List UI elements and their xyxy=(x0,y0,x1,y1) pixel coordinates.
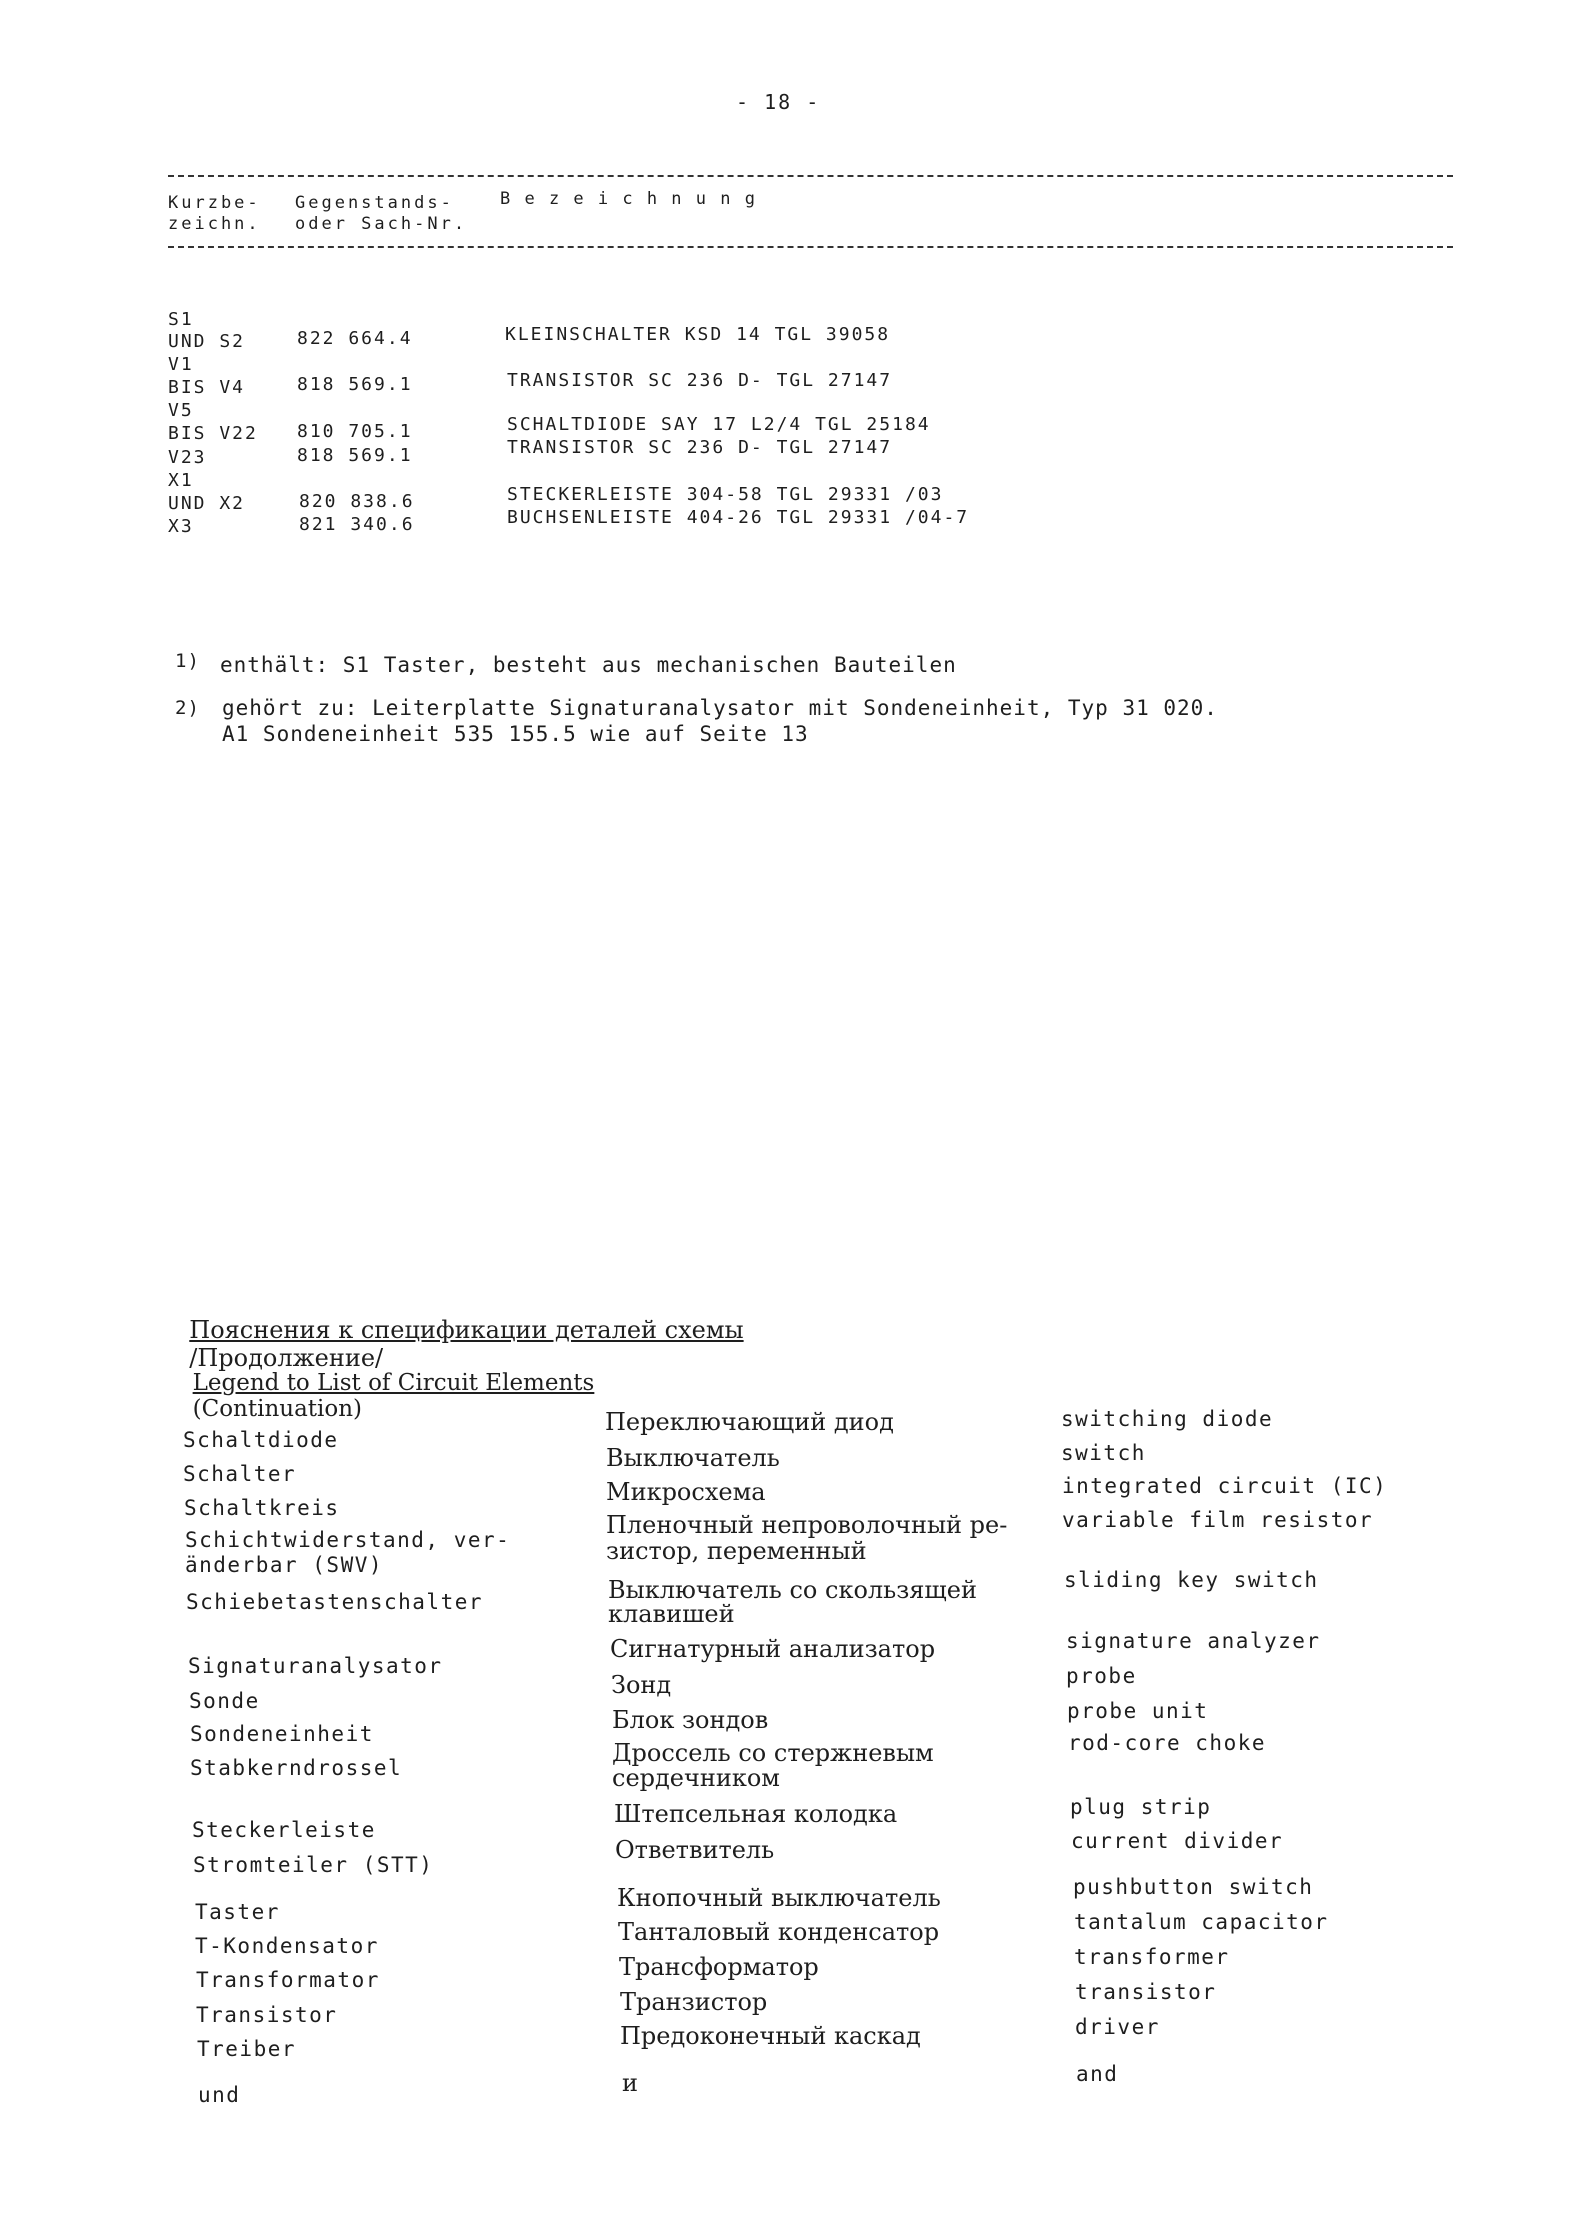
legend-ru: Микросхема xyxy=(606,1478,766,1506)
legend-de: Schalter xyxy=(183,1462,297,1486)
header-col2-line1: Gegenstands- xyxy=(295,193,454,213)
footnote-2-mark: 2) xyxy=(175,697,200,719)
row-number: 810 705.1 xyxy=(297,421,413,442)
header-col2-line2: oder Sach-Nr. xyxy=(295,214,468,234)
legend-ru: Сигнатурный анализатор xyxy=(610,1635,936,1663)
legend-de: Sonde xyxy=(189,1689,260,1713)
legend-de: Treiber xyxy=(197,2037,297,2061)
legend-en: driver xyxy=(1075,2015,1160,2039)
row-description: SCHALTDIODE SAY 17 L2/4 TGL 25184 xyxy=(507,414,931,435)
legend-title-en-suffix: (Continuation) xyxy=(192,1396,363,1422)
row-ref: UND S2 xyxy=(168,331,246,352)
legend-ru: и xyxy=(622,2069,638,2097)
row-ref: V5 xyxy=(168,400,194,421)
legend-de: Stabkerndrossel xyxy=(190,1756,403,1780)
legend-de: Transformator xyxy=(196,1968,380,1992)
legend-en: transistor xyxy=(1075,1980,1217,2004)
legend-de: Schichtwiderstand, ver- xyxy=(185,1528,511,1552)
legend-de: Transistor xyxy=(196,2003,338,2027)
row-ref: BIS V4 xyxy=(168,377,246,398)
legend-ru: Транзистор xyxy=(620,1988,768,2016)
legend-en: plug strip xyxy=(1070,1795,1212,1819)
legend-ru: Выключатель xyxy=(606,1444,780,1472)
header-col1-line2: zeichn. xyxy=(168,214,261,234)
legend-ru: Трансформатор xyxy=(619,1953,819,1981)
legend-en: pushbutton switch xyxy=(1073,1875,1314,1899)
footnote-2-line1: gehört zu: Leiterplatte Signaturanalysator mit Sondeneinheit, Typ 31 020. xyxy=(222,696,1218,720)
legend-ru: Предоконечный каскад xyxy=(620,2022,921,2050)
footnote-1-mark: 1) xyxy=(175,650,200,672)
page-number: - 18 - xyxy=(736,90,821,114)
row-description: TRANSISTOR SC 236 D- TGL 27147 xyxy=(507,437,893,458)
legend-de: Steckerleiste xyxy=(192,1818,376,1842)
legend-en: variable film resistor xyxy=(1062,1508,1374,1532)
row-number: 822 664.4 xyxy=(297,328,413,349)
legend-ru: Зонд xyxy=(611,1671,672,1699)
legend-title-ru-suffix: /Продолжение/ xyxy=(189,1344,384,1372)
legend-ru: Пленочный непроволочный ре- xyxy=(606,1511,1008,1539)
legend-en: integrated circuit (IC) xyxy=(1062,1474,1388,1498)
legend-ru: Переключающий диод xyxy=(605,1408,894,1436)
table-header-rule xyxy=(168,246,1453,248)
row-ref: BIS V22 xyxy=(168,423,258,444)
legend-de: Sondeneinheit xyxy=(190,1722,374,1746)
row-ref: X1 xyxy=(168,470,194,491)
legend-en: signature analyzer xyxy=(1066,1629,1321,1653)
row-ref: V1 xyxy=(168,354,194,375)
row-ref: S1 xyxy=(168,309,194,330)
legend-ru: Дроссель со стержневым xyxy=(612,1739,934,1767)
legend-de: Schaltdiode xyxy=(183,1428,339,1452)
legend-en: sliding key switch xyxy=(1064,1568,1319,1592)
legend-en: probe unit xyxy=(1067,1699,1209,1723)
legend-ru: зистор, переменный xyxy=(606,1537,867,1565)
row-ref: X3 xyxy=(168,516,194,537)
row-description: TRANSISTOR SC 236 D- TGL 27147 xyxy=(507,370,893,391)
row-number: 818 569.1 xyxy=(297,374,413,395)
row-number: 820 838.6 xyxy=(299,491,415,512)
legend-de: und xyxy=(198,2083,241,2107)
legend-ru: сердечником xyxy=(612,1764,780,1792)
legend-de: änderbar (SWV) xyxy=(185,1553,384,1577)
footnote-2-line2: A1 Sondeneinheit 535 155.5 wie auf Seite 13 xyxy=(222,722,809,746)
legend-en: transformer xyxy=(1074,1945,1230,1969)
legend-en: rod-core choke xyxy=(1068,1731,1267,1755)
row-description: BUCHSENLEISTE 404-26 TGL 29331 /04-7 xyxy=(507,507,970,528)
legend-en: switch xyxy=(1061,1441,1146,1465)
legend-de: T-Kondensator xyxy=(195,1934,379,1958)
legend-de: Stromteiler (STT) xyxy=(193,1853,434,1877)
legend-ru: Выключатель со скользящей xyxy=(608,1576,977,1604)
row-description: STECKERLEISTE 304-58 TGL 29331 /03 xyxy=(507,484,944,505)
table-top-rule xyxy=(168,175,1453,177)
row-ref: UND X2 xyxy=(168,493,246,514)
legend-en: tantalum capacitor xyxy=(1074,1910,1329,1934)
header-col1-line1: Kurzbe- xyxy=(168,193,261,213)
legend-ru: Ответвитель xyxy=(615,1836,775,1864)
header-col3: B e z e i c h n u n g xyxy=(500,189,757,209)
legend-en: probe xyxy=(1066,1664,1137,1688)
legend-en: current divider xyxy=(1071,1829,1284,1853)
legend-de: Signaturanalysator xyxy=(188,1654,443,1678)
row-number: 821 340.6 xyxy=(299,514,415,535)
legend-ru: Штепсельная колодка xyxy=(614,1800,898,1828)
legend-de: Schaltkreis xyxy=(184,1496,340,1520)
legend-de: Taster xyxy=(195,1900,280,1924)
legend-ru: Танталовый конденсатор xyxy=(618,1918,940,1946)
legend-en: and xyxy=(1076,2062,1119,2086)
legend-en: switching diode xyxy=(1061,1407,1274,1431)
legend-title-en-main: Legend to List of Circuit Elements xyxy=(192,1370,595,1396)
legend-ru: Кнопочный выключатель xyxy=(617,1884,941,1912)
row-number: 818 569.1 xyxy=(297,445,413,466)
footnote-1-text: enthält: S1 Taster, besteht aus mechanischen Bauteilen xyxy=(220,653,957,677)
legend-title-ru-main: Пояснения к спецификации деталей схемы xyxy=(189,1316,744,1344)
legend-title-en xyxy=(178,1344,594,1422)
row-description: KLEINSCHALTER KSD 14 TGL 39058 xyxy=(505,324,891,345)
legend-de: Schiebetastenschalter xyxy=(186,1590,484,1614)
row-ref: V23 xyxy=(168,447,207,468)
legend-ru: клавишей xyxy=(608,1600,735,1628)
legend-ru: Блок зондов xyxy=(612,1706,769,1734)
